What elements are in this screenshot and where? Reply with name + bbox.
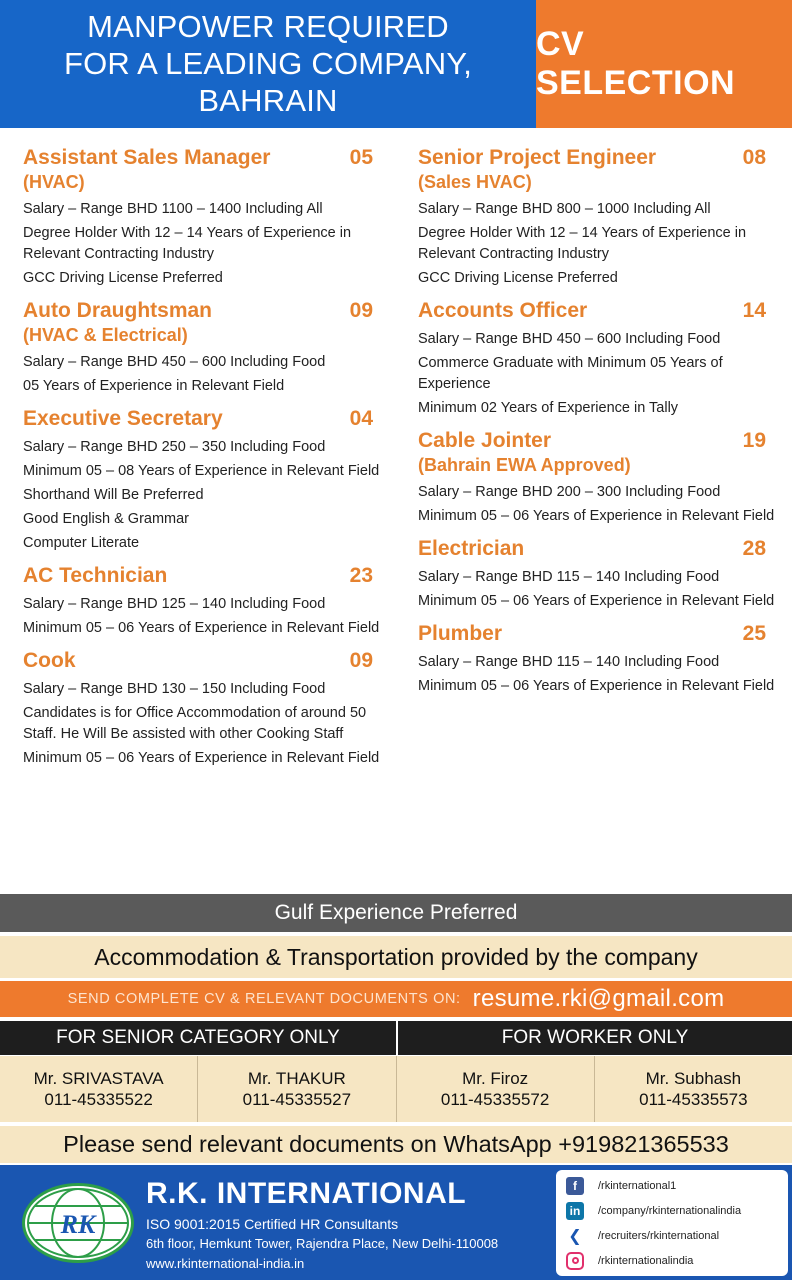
contact-name: Mr. Firoz [462, 1069, 529, 1088]
job-title: Senior Project Engineer [418, 146, 657, 169]
jobs-right-column [418, 144, 776, 705]
social-text: /company/rkinternationalindia [598, 1204, 742, 1217]
whatsapp-bar: Please send relevant documents on WhatsApp +919821365533 [0, 1126, 792, 1163]
footer [0, 1165, 792, 1280]
jobs-left-column [23, 144, 383, 777]
job-requirement: Computer Literate [23, 535, 140, 551]
job-title: AC Technician [23, 564, 168, 587]
job-vacancy-count: 08 [742, 146, 766, 169]
contact-category-header [0, 1021, 792, 1055]
contact-card [0, 1056, 197, 1122]
job-requirement: Salary – Range BHD 450 – 600 Including Food [418, 331, 721, 347]
job-header [23, 405, 383, 432]
job-title: Auto Draughtsman [23, 299, 212, 322]
linkedin-icon: in [566, 1202, 584, 1220]
job-header [23, 562, 383, 589]
job-requirement: Minimum 05 – 06 Years of Experience in Relevant Field [418, 593, 775, 609]
job-listing [23, 144, 383, 289]
job-vacancy-count: 09 [349, 649, 373, 672]
title-line-3: BAHRAIN [198, 83, 338, 118]
send-cv-label: SEND COMPLETE CV & RELEVANT DOCUMENTS ON: [67, 991, 461, 1007]
address-text: 6th floor, Hemkunt Tower, Rajendra Place, New Delhi-110008 [146, 1236, 499, 1251]
job-requirements [23, 594, 383, 639]
job-vacancy-count: 09 [349, 299, 373, 322]
job-vacancy-count: 04 [349, 407, 373, 430]
job-requirements [418, 329, 776, 419]
job-vacancy-count: 14 [742, 299, 766, 322]
worker-category-label: FOR WORKER ONLY [396, 1021, 792, 1055]
website-link[interactable]: www.rkinternational-india.in [146, 1256, 305, 1271]
page-title [0, 0, 536, 128]
job-requirement: Minimum 05 – 06 Years of Experience in Relevant Field [418, 508, 775, 524]
job-vacancy-count: 28 [742, 537, 766, 560]
job-title: Assistant Sales Manager [23, 146, 271, 169]
certification-text: ISO 9001:2015 Certified HR Consultants [146, 1216, 399, 1232]
job-header [418, 297, 776, 324]
senior-category-label: FOR SENIOR CATEGORY ONLY [56, 1027, 340, 1048]
job-requirements [23, 679, 383, 769]
job-listing [418, 297, 776, 419]
job-subtitle: (HVAC & Electrical) [23, 325, 188, 345]
job-subtitle: (HVAC) [23, 172, 85, 192]
job-requirements [23, 437, 383, 554]
social-link-facebook[interactable] [566, 1173, 778, 1198]
job-requirement: Salary – Range BHD 800 – 1000 Including All [418, 201, 711, 217]
gulf-experience-bar: Gulf Experience Preferred [0, 894, 792, 932]
social-link-instagram[interactable] [566, 1248, 778, 1273]
job-listing [418, 144, 776, 289]
contact-phone[interactable]: 011-45335572 [440, 1090, 550, 1109]
facebook-icon: f [566, 1177, 584, 1195]
job-requirements [23, 199, 383, 289]
job-vacancy-count: 25 [742, 622, 766, 645]
job-requirement: Degree Holder With 12 – 14 Years of Experience in Relevant Contracting Industry [418, 225, 747, 262]
job-title: Plumber [418, 622, 503, 645]
job-requirements [418, 567, 776, 612]
job-vacancy-count: 23 [349, 564, 373, 587]
contact-name: Mr. THAKUR [247, 1069, 346, 1088]
job-title: Cable Jointer [418, 429, 552, 452]
contact-card [396, 1056, 594, 1122]
social-link-linkedin[interactable] [566, 1198, 778, 1223]
contact-phone[interactable]: 011-45335573 [639, 1090, 748, 1109]
job-requirements [418, 199, 776, 289]
job-header [23, 647, 383, 674]
job-requirement: GCC Driving License Preferred [418, 270, 618, 286]
job-requirement: Shorthand Will Be Preferred [23, 487, 204, 503]
contacts-row [0, 1056, 792, 1122]
header [0, 0, 792, 128]
job-requirement: Salary – Range BHD 200 – 300 Including Food [418, 484, 721, 500]
job-listing [23, 562, 383, 639]
job-header [418, 535, 776, 562]
job-requirement: Candidates is for Office Accommodation of around 50 Staff. He Will Be assisted with other Cooking Staff [23, 705, 367, 742]
job-listing [23, 405, 383, 554]
job-listing [23, 297, 383, 397]
job-requirement: Minimum 05 – 06 Years of Experience in Relevant Field [23, 620, 380, 636]
job-listing [418, 427, 776, 527]
job-title: Accounts Officer [418, 299, 588, 322]
job-requirement: Salary – Range BHD 115 – 140 Including Food [418, 569, 720, 585]
social-link-recruiter[interactable] [566, 1223, 778, 1248]
job-title: Cook [23, 649, 76, 672]
email-link[interactable]: resume.rki@gmail.com [472, 985, 725, 1012]
logo-text: RK [60, 1210, 96, 1239]
contact-card [594, 1056, 792, 1122]
job-listing [418, 620, 776, 697]
job-title: Electrician [418, 537, 525, 560]
social-text: /recruiters/rkinternational [598, 1229, 720, 1242]
title-line-2: FOR A LEADING COMPANY, [63, 46, 473, 81]
job-requirement: Degree Holder With 12 – 14 Years of Experience in Relevant Contracting Industry [23, 225, 352, 262]
job-listing [23, 647, 383, 769]
job-header [418, 620, 776, 647]
job-title: Executive Secretary [23, 407, 223, 430]
job-requirement: Salary – Range BHD 115 – 140 Including Food [418, 654, 720, 670]
job-requirement: Salary – Range BHD 1100 – 1400 Including All [23, 201, 323, 217]
instagram-icon [566, 1252, 584, 1270]
contact-card [197, 1056, 395, 1122]
accommodation-bar: Accommodation & Transportation provided by the company [0, 936, 792, 978]
job-header [23, 144, 383, 171]
job-header [23, 297, 383, 324]
job-requirement: Salary – Range BHD 130 – 150 Including Food [23, 681, 326, 697]
job-requirement: Salary – Range BHD 250 – 350 Including Food [23, 439, 326, 455]
job-requirement: Commerce Graduate with Minimum 05 Years of Experience [418, 355, 723, 392]
send-cv-bar [0, 981, 792, 1017]
company-name: R.K. INTERNATIONAL [146, 1177, 467, 1210]
job-listing [418, 535, 776, 612]
job-subtitle: (Bahrain EWA Approved) [418, 455, 631, 475]
job-requirement: Minimum 05 – 08 Years of Experience in Relevant Field [23, 463, 380, 479]
social-text: /rkinternationalindia [598, 1254, 694, 1267]
contact-name: Mr. Subhash [645, 1069, 742, 1088]
contact-phone[interactable]: 011-45335522 [44, 1090, 153, 1109]
job-requirement: GCC Driving License Preferred [23, 270, 223, 286]
job-requirement: Minimum 05 – 06 Years of Experience in Relevant Field [23, 750, 380, 766]
social-links-panel [556, 1170, 788, 1276]
job-requirement: Minimum 02 Years of Experience in Tally [418, 400, 679, 416]
title-line-1: MANPOWER REQUIRED [87, 9, 449, 44]
recruiter-icon: ❮ [566, 1227, 584, 1245]
job-requirement: Salary – Range BHD 450 – 600 Including Food [23, 354, 326, 370]
cv-selection-badge: CV SELECTION [536, 0, 792, 128]
job-requirement: Minimum 05 – 06 Years of Experience in Relevant Field [418, 678, 775, 694]
social-text: /rkinternational1 [598, 1179, 677, 1192]
job-vacancy-count: 19 [742, 429, 766, 452]
job-requirement: Good English & Grammar [23, 511, 190, 527]
contact-phone[interactable]: 011-45335527 [242, 1090, 352, 1109]
job-header [418, 144, 776, 171]
job-requirements [23, 352, 383, 397]
job-requirements [418, 652, 776, 697]
job-header [418, 427, 776, 454]
job-requirements [418, 482, 776, 527]
rk-logo-globe-icon [22, 1183, 134, 1263]
job-subtitle: (Sales HVAC) [418, 172, 532, 192]
job-vacancy-count: 05 [349, 146, 373, 169]
contact-name: Mr. SRIVASTAVA [33, 1069, 164, 1088]
job-requirement: Salary – Range BHD 125 – 140 Including Food [23, 596, 326, 612]
job-requirement: 05 Years of Experience in Relevant Field [23, 378, 285, 394]
